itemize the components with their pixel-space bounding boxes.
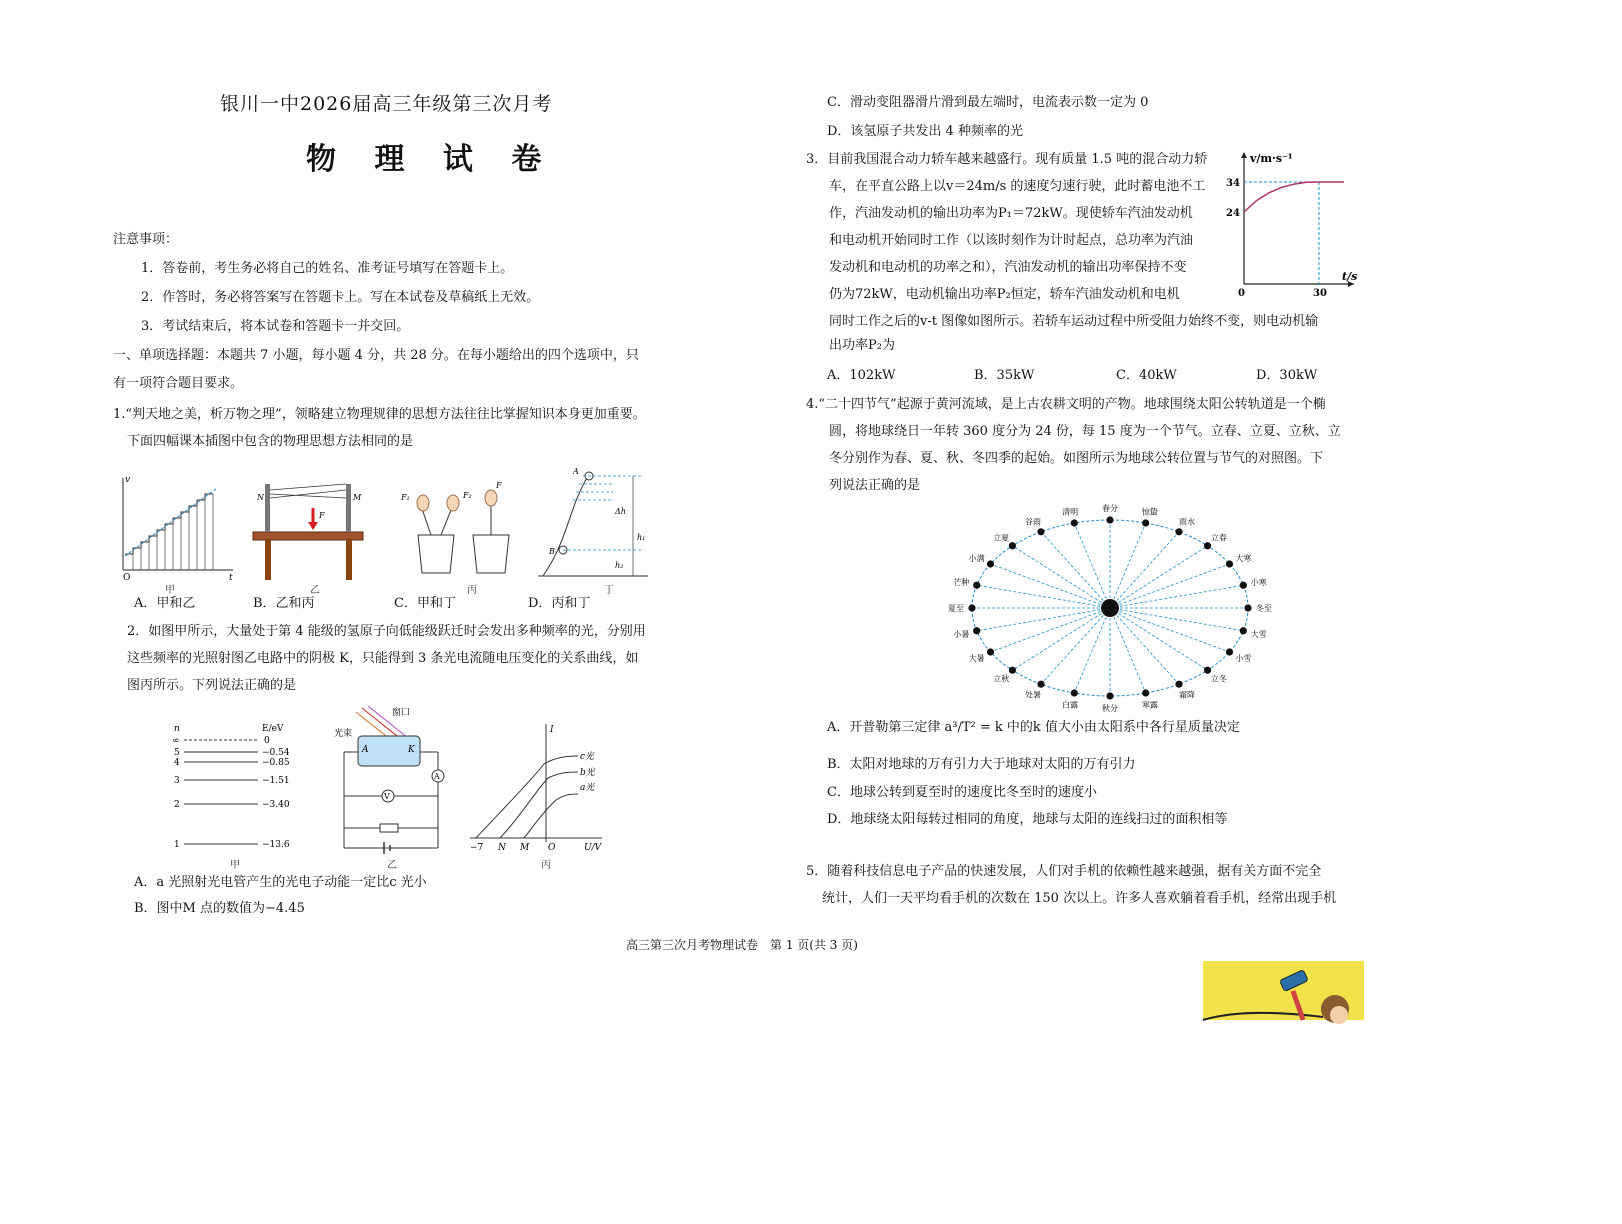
q3-option-c: C．40kW	[1116, 368, 1177, 383]
solar-term-label: 立冬	[1210, 674, 1227, 684]
earth-position-dot	[1175, 681, 1182, 688]
phone-user-illustration	[1203, 961, 1364, 1020]
orbit-spoke	[1110, 608, 1243, 631]
q2-energy-diagram	[172, 724, 290, 850]
q2-level-n-5: 5	[174, 748, 180, 758]
earth-position-dot	[1037, 528, 1044, 535]
solar-term-label: 立秋	[993, 674, 1010, 684]
solar-term-label: 清明	[1062, 507, 1079, 517]
sun-dot	[1101, 599, 1119, 617]
q1-label-m: M	[353, 493, 362, 502]
orbit-spoke	[1110, 585, 1243, 608]
orbit-spoke	[977, 585, 1110, 608]
section1-line2: 有一项符合题目要求。	[113, 376, 244, 391]
q2-level-n-inf: ∞	[172, 736, 180, 746]
solar-term-label: 小寒	[1250, 578, 1267, 588]
q2-energy-e-header: E/eV	[262, 724, 284, 734]
orbit-spoke	[990, 608, 1110, 652]
orbit-spoke	[1012, 546, 1110, 608]
q1-option-b: B．乙和丙	[253, 596, 315, 611]
q1-label-dh: Δh	[615, 507, 626, 516]
q2-energy-n-header: n	[174, 724, 180, 734]
q4-option-b: B．太阳对地球的万有引力大于地球对太阳的万有引力	[827, 757, 1136, 772]
earth-position-dot	[1142, 519, 1149, 526]
q2-level-n-3: 3	[174, 776, 180, 786]
q1-fig-bing	[400, 481, 509, 573]
solar-term-label: 惊蛰	[1141, 507, 1158, 517]
earth-position-dot	[1204, 542, 1211, 549]
solar-term-label: 冬至	[1256, 604, 1272, 613]
earth-position-dot	[1071, 519, 1078, 526]
solar-term-label: 大雪	[1250, 629, 1267, 639]
q1-caption-ding: 丁	[604, 585, 614, 596]
q2-iv-neg7: −7	[470, 843, 484, 853]
q1-label-o: O	[123, 573, 131, 583]
solar-term-label: 小暑	[953, 629, 970, 639]
earth-position-dot	[1009, 667, 1016, 674]
q5-illustration-partial	[1203, 961, 1364, 1020]
q5-stem-line1: 5．随着科技信息电子产品的快速发展，人们对手机的依赖性越来越强，据有关方面不完全	[806, 864, 1322, 879]
q1-fig-ding	[538, 467, 648, 576]
vt-ytick-24: 24	[1226, 208, 1240, 219]
q2-iv-b: b光	[580, 768, 595, 778]
q2-caption-bing: 丙	[541, 860, 551, 871]
orbit-spoke	[1041, 532, 1110, 608]
earth-position-dot	[1071, 689, 1078, 696]
q2-label-cathode: K	[408, 745, 415, 755]
q1-label-f: F	[319, 511, 325, 520]
q4-stem-line3: 冬分别作为春、夏、秋、冬四季的起始。如图所示为地球公转位置与节气的对照图。下	[829, 451, 1324, 466]
orbit-spoke	[1110, 523, 1146, 608]
q2-ammeter: A	[434, 772, 440, 781]
earth-position-dot	[987, 648, 994, 655]
q4-option-a-prefix	[827, 720, 1240, 736]
solar-term-label: 夏至	[948, 604, 964, 613]
q3-vt-chart	[1226, 148, 1356, 298]
earth-position-dot	[1142, 689, 1149, 696]
notice-title: 注意事项：	[113, 232, 179, 247]
orbit-spoke	[1110, 608, 1230, 652]
earth-position-dot	[1037, 681, 1044, 688]
q1-option-d: D．丙和丁	[528, 596, 591, 611]
solar-term-label: 霜降	[1179, 690, 1195, 700]
q1-label-h1: h₁	[637, 533, 646, 542]
q2-level-e-2: −3.40	[262, 800, 290, 810]
solar-term-label: 春分	[1102, 504, 1118, 513]
vt-xlabel: t/s	[1342, 270, 1358, 283]
orbit-spoke	[1110, 608, 1179, 684]
earth-position-dot	[1106, 692, 1113, 699]
earth-position-dot	[1244, 604, 1251, 611]
solar-term-label: 雨水	[1179, 517, 1195, 527]
q3-stem-line7: 同时工作之后的v-t 图像如图所示。若轿车运动过程中所受阻力始终不变，则电动机输	[829, 314, 1319, 329]
q1-label-h2: h₂	[615, 561, 624, 570]
solar-term-label: 大寒	[1235, 554, 1252, 563]
q2-label-anode: A	[362, 745, 369, 755]
vt-ytick-34: 34	[1226, 178, 1240, 189]
q3-stem-line8: 出功率P₂为	[829, 338, 895, 353]
q2-iv-axis-u: U/V	[584, 843, 602, 853]
orbit-spoke	[1110, 608, 1208, 670]
q2-iv-a: a光	[580, 783, 595, 793]
q2-option-c: C．滑动变阻器滑片滑到最左端时，电流表示数一定为 0	[827, 95, 1149, 110]
q4-stem-line1: 4.“二十四节气”起源于黄河流域，是上古农耕文明的产物。地球围绕太阳公转轨道是一个椭	[806, 397, 1326, 412]
solar-term-label: 谷雨	[1025, 517, 1041, 527]
q2-level-e-1: −13.6	[262, 840, 290, 850]
orbit-spoke	[1110, 608, 1146, 693]
solar-term-label: 寒露	[1141, 700, 1158, 710]
q2-figures	[170, 702, 610, 870]
q2-level-n-2: 2	[174, 800, 180, 810]
q2-stem-line2: 这些频率的光照射图乙电路中的阴极 K，只能得到 3 条光电流随电压变化的关系曲线，如	[127, 651, 639, 666]
q5-stem-line2: 统计，人们一天平均看手机的次数在 150 次以上。许多人喜欢躺着看手机，经常出现手机	[822, 891, 1337, 906]
q3-stem-line1: 3．目前我国混合动力轿车越来越盛行。现有质量 1.5 吨的混合动力轿	[806, 152, 1208, 167]
q2-caption-yi: 乙	[387, 860, 397, 871]
solar-term-label: 小满	[968, 554, 985, 563]
q1-label-f1: F₁	[401, 493, 410, 502]
solar-term-label: 芒种	[953, 578, 970, 588]
q2-option-d: D．该氢原子共发出 4 种频率的光	[827, 124, 1023, 139]
orbit-spoke	[1074, 608, 1110, 693]
q2-level-n-4: 4	[174, 758, 180, 768]
vt-ylabel: v/m·s⁻¹	[1250, 152, 1293, 165]
q2-level-e-3: −1.51	[262, 776, 290, 786]
notice-item-3: 3．考试结束后，将本试卷和答题卡一并交回。	[141, 319, 410, 334]
section1-line1: 一、单项选择题：本题共 7 小题，每小题 4 分，共 28 分。在每小题给出的四个选项中，只	[113, 348, 639, 363]
q2-level-e-inf: 0	[264, 736, 270, 746]
solar-term-label: 小雪	[1235, 654, 1252, 663]
q3-stem-line2: 车，在平直公路上以v＝24m/s 的速度匀速行驶，此时蓄电池不工	[829, 179, 1206, 194]
q1-fig-jia	[123, 475, 233, 583]
q1-label-b: B	[549, 547, 555, 556]
solar-term-label: 大暑	[968, 654, 985, 663]
solar-term-label: 处暑	[1025, 690, 1041, 700]
earth-position-dot	[973, 582, 980, 589]
earth-position-dot	[973, 627, 980, 634]
earth-position-dot	[968, 604, 975, 611]
q3-option-d: D．30kW	[1256, 368, 1318, 383]
earth-position-dot	[987, 560, 994, 567]
earth-position-dot	[1226, 648, 1233, 655]
q2-stem-line1: 2．如图甲所示，大量处于第 4 能级的氢原子向低能级跃迁时会发出多种频率的光，分别用	[127, 624, 646, 639]
q2-option-b: B．图中M 点的数值为−4.45	[134, 901, 305, 916]
q4-option-a: A．开普勒第三定律 a³/T² = k 中的k 值大小由太阳系中各行星质量决定	[827, 720, 1240, 735]
solar-term-label: 立春	[1210, 533, 1227, 543]
q1-caption-yi: 乙	[310, 585, 320, 596]
q2-iv-c: c光	[580, 752, 595, 762]
subject-title: 物 理 试 卷	[306, 142, 556, 177]
q2-level-e-4: −0.85	[262, 758, 290, 768]
q1-label-n: N	[257, 493, 264, 502]
orbit-spoke	[1110, 546, 1208, 608]
orbit-spoke	[1012, 608, 1110, 670]
q1-option-a: A．甲和乙	[134, 596, 196, 611]
school-title: 银川一中2026届高三年级第三次月考	[220, 93, 553, 115]
earth-position-dot	[1175, 528, 1182, 535]
q4-solar-terms-diagram	[940, 498, 1272, 718]
q3-stem-line3: 作，汽油发动机的输出功率为P₁＝72kW。现使轿车汽油发动机	[829, 206, 1193, 221]
q4-stem-line2: 圆，将地球绕日一年转 360 度分为 24 份，每 15 度为一个节气。立春、立夏、立秋、立	[829, 424, 1341, 439]
q1-caption-bing: 丙	[467, 585, 477, 596]
q4-stem-line4: 列说法正确的是	[829, 478, 921, 493]
orbit-spoke	[1110, 532, 1179, 608]
q2-option-a: A．a 光照射光电管产生的光电子动能一定比c 光小	[134, 875, 427, 890]
earth-position-dot	[1240, 627, 1247, 634]
q2-level-n-1: 1	[174, 840, 180, 850]
q4-option-c: C．地球公转到夏至时的速度比冬至时的速度小	[827, 785, 1097, 800]
orbit-spoke	[977, 608, 1110, 631]
q1-label-a: A	[573, 467, 579, 476]
solar-term-label: 立夏	[993, 533, 1010, 543]
q3-option-b: B．35kW	[974, 368, 1035, 383]
q2-stem-line3: 图丙所示。下列说法正确的是	[127, 678, 297, 693]
vt-xtick-30: 30	[1313, 288, 1327, 299]
q2-iv-m: M	[520, 843, 530, 853]
q2-iv-origin: O	[548, 843, 556, 853]
orbit-spoke	[1041, 608, 1110, 684]
q2-iv-graph	[470, 724, 603, 853]
page-footer: 高三第三次月考物理试卷 第 1 页(共 3 页)	[626, 938, 858, 952]
q1-caption-jia: 甲	[165, 585, 175, 596]
q3-stem-line5: 发动机和电动机的功率之和），汽油发动机的输出功率保持不变	[829, 260, 1187, 275]
q2-iv-n: N	[498, 843, 506, 853]
q2-voltmeter: V	[384, 792, 390, 801]
q1-fig-yi	[253, 484, 363, 580]
q3-stem-line6: 仍为72kW，电动机输出功率P₂恒定，轿车汽油发动机和电机	[829, 287, 1180, 302]
orbit-spoke	[1110, 564, 1230, 608]
q1-option-c: C．甲和丁	[394, 596, 456, 611]
q2-caption-jia: 甲	[230, 860, 240, 871]
earth-position-dot	[1226, 560, 1233, 567]
q4-option-d: D．地球绕太阳每转过相同的角度，地球与太阳的连线扫过的面积相等	[827, 812, 1228, 827]
q2-circuit-diagram	[334, 706, 444, 854]
orbit-spoke	[990, 564, 1110, 608]
vt-xtick-0: 0	[1238, 288, 1245, 299]
solar-term-label: 秋分	[1102, 704, 1118, 713]
q2-label-window: 窗口	[392, 708, 411, 718]
q2-level-e-5: −0.54	[262, 748, 290, 758]
earth-position-dot	[1204, 667, 1211, 674]
q1-label-v: v	[125, 475, 131, 485]
vt-series-line	[1244, 182, 1344, 212]
notice-item-1: 1．答卷前，考生务必将自己的姓名、准考证号填写在答题卡上。	[141, 261, 514, 276]
q1-stem-line1: 1.“判天地之美，析万物之理”，领略建立物理规律的思想方法往往比掌握知识本身更加重要。	[113, 407, 646, 422]
notice-item-2: 2．作答时，务必将答案写在答题卡上。写在本试卷及草稿纸上无效。	[141, 290, 540, 305]
earth-position-dot	[1106, 516, 1113, 523]
q1-figures	[113, 467, 673, 596]
q1-stem-line2: 下面四幅课本插图中包含的物理思想方法相同的是	[127, 434, 414, 449]
earth-position-dot	[1240, 582, 1247, 589]
q1-label-t: t	[229, 573, 233, 583]
q3-option-a: A．102kW	[827, 368, 896, 383]
q2-label-beam: 光束	[334, 729, 353, 739]
q1-label-f3: F	[496, 481, 502, 490]
q1-label-f2: F₂	[463, 491, 472, 500]
q2-iv-axis-i: I	[550, 725, 554, 735]
earth-position-dot	[1009, 542, 1016, 549]
q3-stem-line4: 和电动机开始同时工作（以该时刻作为计时起点，总功率为汽油	[829, 233, 1194, 248]
solar-term-label: 白露	[1062, 700, 1079, 710]
orbit-spoke	[1074, 523, 1110, 608]
